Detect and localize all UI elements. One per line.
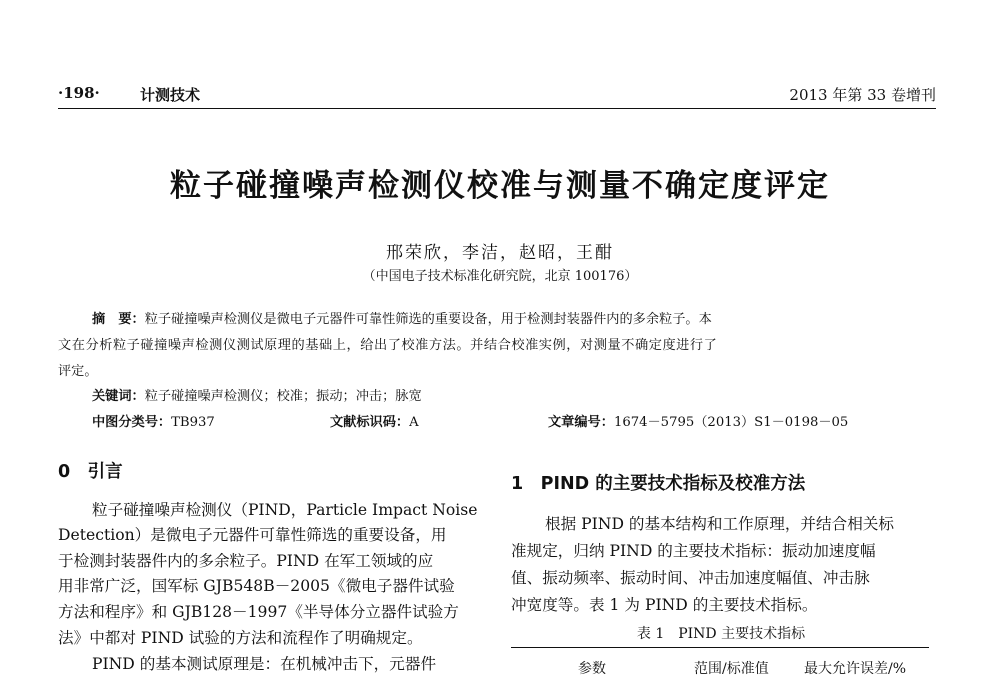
keywords-label: 关键词：	[92, 389, 145, 404]
keywords	[92, 385, 422, 404]
classification-label: 中图分类号：	[92, 415, 172, 430]
table-header-error: 最大允许误差/%	[804, 661, 907, 677]
authors: 邢荣欣，李洁，赵昭，王酣	[386, 243, 614, 263]
page-number: ·198·	[58, 84, 100, 102]
section-0-line-2: Detection）是微电子元器件可靠性筛选的重要设备，用	[58, 526, 447, 544]
table-header-param: 参数	[578, 661, 606, 677]
table-top-rule	[511, 647, 929, 648]
section-0-line-1: 粒子碰撞噪声检测仪（PIND，Particle Impact Noise	[92, 501, 478, 519]
abstract-line-1: 摘 要：粒子碰撞噪声检测仪是微电子元器件可靠性筛选的重要设备，用于检测封装器件内的多余粒子。本	[92, 312, 712, 327]
section-1-line-3: 值、振动频率、振动时间、冲击加速度幅值、冲击脉	[511, 569, 870, 587]
article-number	[548, 411, 848, 430]
paper-title: 粒子碰撞噪声检测仪校准与测量不确定度评定	[170, 168, 830, 204]
header-rule	[58, 108, 936, 109]
table-header-range: 范围/标准值	[694, 661, 769, 677]
doc-code-label: 文献标识码：	[330, 415, 410, 430]
section-1-line-1: 根据 PIND 的基本结构和工作原理，并结合相关标	[545, 515, 894, 533]
section-0-line-4: 用非常广泛，国军标 GJB548B－2005《微电子器件试验	[58, 577, 455, 595]
issue-info: 2013 年第 33 卷增刊	[789, 86, 936, 104]
journal-name: 计测技术	[140, 86, 201, 104]
abstract-line-2: 文在分析粒子碰撞噪声检测仪测试原理的基础上，给出了校准方法。并结合校准实例，对测量不确定度进行了	[58, 338, 718, 353]
affiliation: （中国电子技术标准化研究院，北京 100176）	[362, 269, 638, 284]
article-number-label: 文章编号：	[548, 415, 614, 430]
table-1-caption: 表 1 PIND 主要技术指标	[636, 626, 806, 642]
section-0-line-6: 法》中都对 PIND 试验的方法和流程作了明确规定。	[58, 629, 423, 647]
section-1-line-4: 冲宽度等。表 1 为 PIND 的主要技术指标。	[511, 596, 818, 614]
classification-value: TB937	[171, 415, 215, 430]
abstract-label: 摘 要：	[92, 312, 145, 327]
doc-code	[330, 411, 419, 430]
keywords-text: 粒子碰撞噪声检测仪；校准；振动；冲击；脉宽	[144, 389, 422, 404]
section-0-line-3: 于检测封装器件内的多余粒子。PIND 在军工领域的应	[58, 552, 434, 570]
section-0-heading: 0 引言	[58, 462, 123, 482]
article-number-value: 1674－5795（2013）S1－0198－05	[613, 415, 849, 430]
doc-code-value: A	[409, 415, 419, 430]
section-1-line-2: 准规定，归纳 PIND 的主要技术指标：振动加速度幅	[511, 542, 876, 560]
abstract-line-3: 评定。	[58, 364, 98, 379]
section-0-line-7: PIND 的基本测试原理是：在机械冲击下，元器件	[92, 655, 437, 673]
classification	[92, 411, 215, 430]
section-0-line-5: 方法和程序》和 GJB128－1997《半导体分立器件试验方	[58, 603, 459, 621]
section-1-heading: 1 PIND 的主要技术指标及校准方法	[511, 474, 806, 494]
